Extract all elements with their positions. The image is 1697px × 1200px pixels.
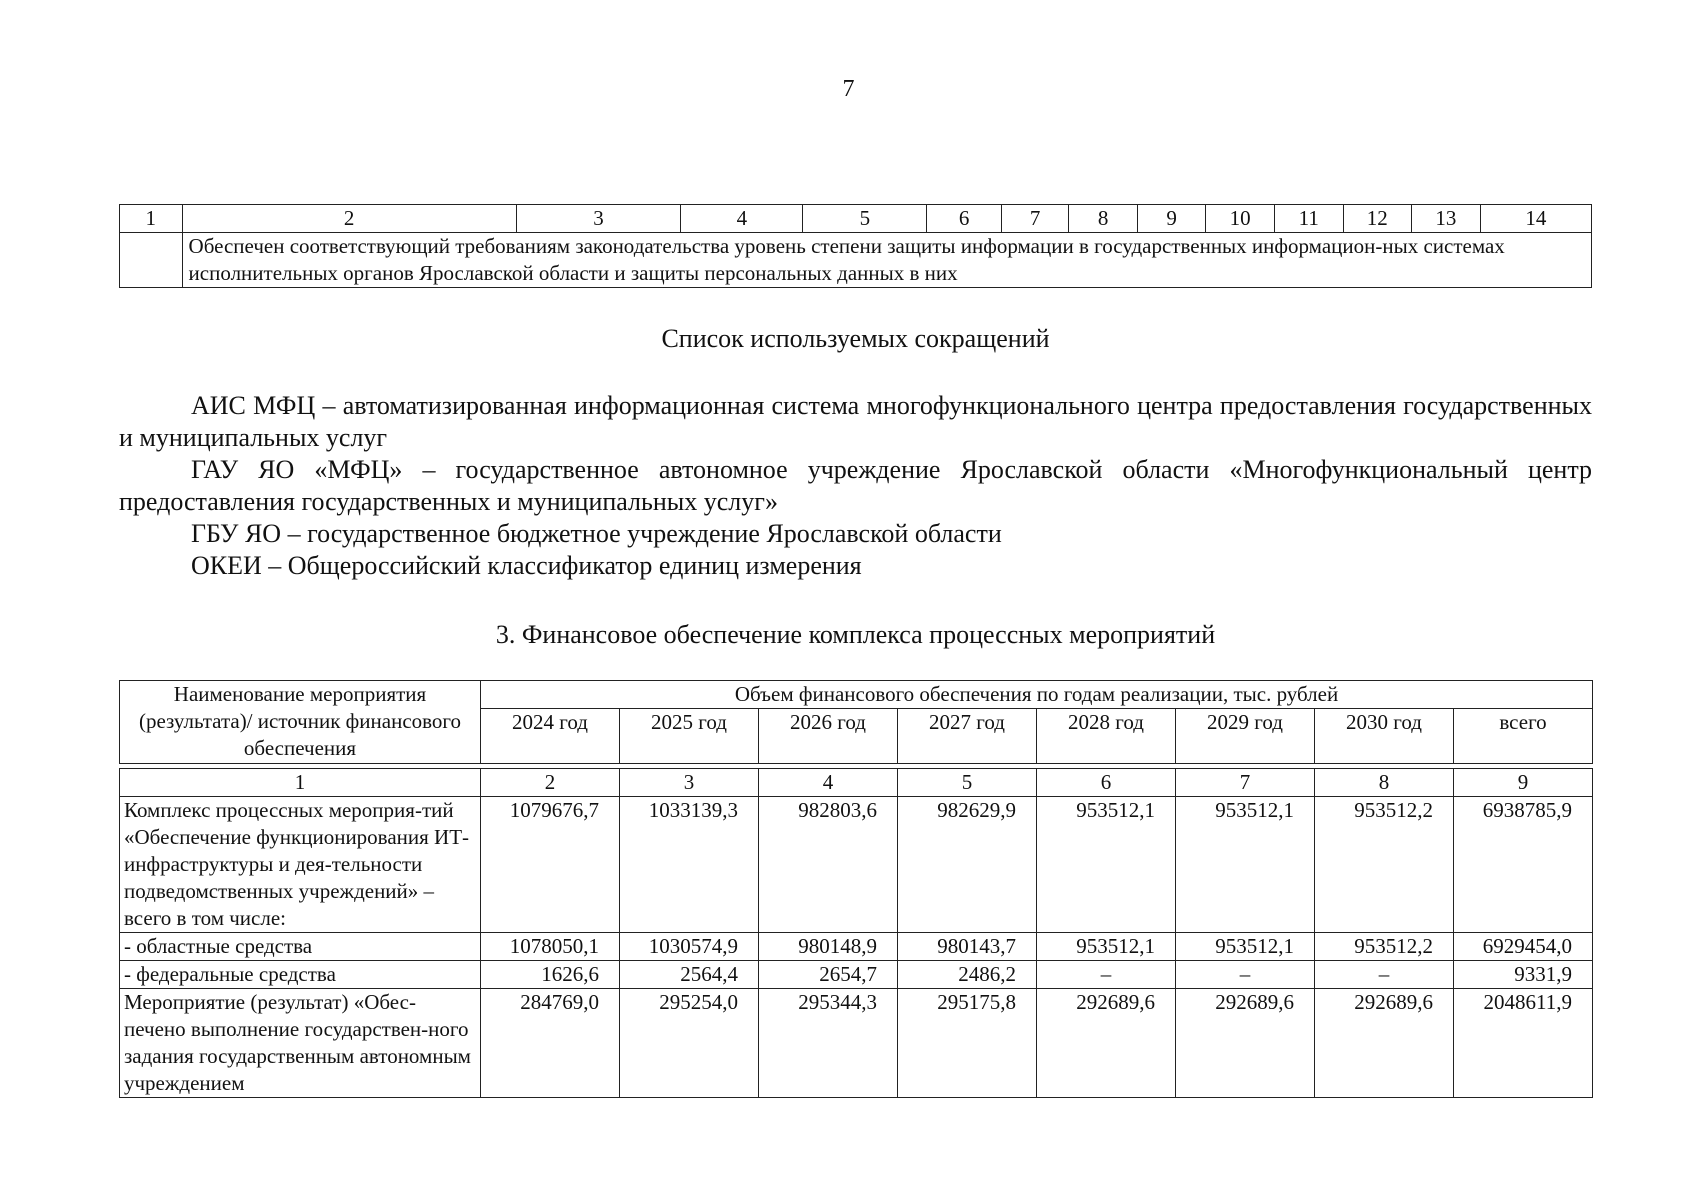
row-value: 1079676,7 [481,797,620,933]
row-name: - федеральные средства [120,961,481,989]
row-value: 2564,4 [620,961,759,989]
column-number: 1 [120,769,481,797]
row-value: 292689,6 [1037,989,1176,1098]
abbreviation-item: ГАУ ЯО «МФЦ» – государственное автономное учреждение Ярославской области «Многофункциональный центр предоставления государственных и муниципальных услуг» [119,455,1592,516]
row-value: – [1315,961,1454,989]
column-number-row [120,205,1592,233]
year-header: 2029 год [1176,709,1315,764]
header-row [120,681,1593,709]
column-number: 7 [1001,205,1069,233]
continuation-table [119,204,1592,288]
abbreviation-item: АИС МФЦ – автоматизированная информационная система многофункционального центра предоставления государственных и муниципальных услуг [119,391,1592,452]
row-value: – [1037,961,1176,989]
table-row [120,933,1593,961]
row-total: 6929454,0 [1454,933,1593,961]
column-number: 7 [1176,769,1315,797]
abbreviation-item: ОКЕИ – Общероссийский классификатор единиц измерения [191,551,862,580]
row-value: 953512,1 [1176,797,1315,933]
result-text: Обеспечен соответствующий требованиям законодательства уровень степени защиты информации в государственных информацион-ных системах исполнительных органов Ярославской области и защиты персональных данных в них [182,233,1591,288]
column-number: 5 [803,205,927,233]
abbreviation-item: ГБУ ЯО – государственное бюджетное учреждение Ярославской области [191,519,1002,548]
column-number: 4 [681,205,803,233]
year-header: 2028 год [1037,709,1176,764]
row-value: 1078050,1 [481,933,620,961]
column-number: 3 [620,769,759,797]
row-name: - областные средства [120,933,481,961]
column-number: 8 [1315,769,1454,797]
row-value: 953512,2 [1315,797,1454,933]
column-number: 6 [927,205,1001,233]
row-value: 980148,9 [759,933,898,961]
year-header: 2026 год [759,709,898,764]
column-number: 14 [1480,205,1591,233]
table-row [120,961,1593,989]
row-value: 295254,0 [620,989,759,1098]
row-name: Комплекс процессных мероприя-тий «Обеспечение функционирования ИТ-инфраструктуры и дея-тельности подведомственных учреждений» – всего в том числе: [120,797,481,933]
row-value: 953512,1 [1037,797,1176,933]
column-number: 10 [1206,205,1275,233]
column-number: 2 [182,205,516,233]
column-number: 8 [1069,205,1138,233]
row-value: 1626,6 [481,961,620,989]
abbreviations-list [119,390,1592,582]
column-number: 5 [898,769,1037,797]
row-value: 2486,2 [898,961,1037,989]
year-header: 2027 год [898,709,1037,764]
finance-table [119,680,1593,1098]
column-number: 2 [481,769,620,797]
row-value: – [1176,961,1315,989]
year-header: 2030 год [1315,709,1454,764]
row-value: 982629,9 [898,797,1037,933]
empty-cell [120,233,183,288]
row-value: 2654,7 [759,961,898,989]
table-row [120,989,1593,1098]
row-value: 292689,6 [1315,989,1454,1098]
row-value: 295344,3 [759,989,898,1098]
column-number: 1 [120,205,183,233]
header-name: Наименование мероприятия (результата)/ источник финансового обеспечения [120,681,481,764]
column-number: 13 [1412,205,1481,233]
year-header: 2024 год [481,709,620,764]
row-value: 284769,0 [481,989,620,1098]
column-number: 6 [1037,769,1176,797]
total-header: всего [1454,709,1593,764]
column-number-row [120,769,1593,797]
page-number: 7 [842,76,855,102]
row-value: 953512,1 [1037,933,1176,961]
table-row [120,797,1593,933]
row-value: 295175,8 [898,989,1037,1098]
result-row [120,233,1592,288]
row-total: 2048611,9 [1454,989,1593,1098]
column-number: 3 [516,205,681,233]
year-header: 2025 год [620,709,759,764]
row-value: 1030574,9 [620,933,759,961]
row-value: 953512,1 [1176,933,1315,961]
row-value: 982803,6 [759,797,898,933]
header-volume: Объем финансового обеспечения по годам реализации, тыс. рублей [481,681,1593,709]
column-number: 9 [1137,205,1206,233]
row-total: 6938785,9 [1454,797,1593,933]
row-value: 292689,6 [1176,989,1315,1098]
row-value: 953512,2 [1315,933,1454,961]
row-name: Мероприятие (результат) «Обес-печено выполнение государствен-ного задания государственным автономным учреждением [120,989,481,1098]
abbreviations-heading: Список используемых сокращений [661,324,1050,353]
column-number: 4 [759,769,898,797]
column-number: 9 [1454,769,1593,797]
finance-heading: 3. Финансовое обеспечение комплекса процессных мероприятий [495,620,1216,649]
row-value: 1033139,3 [620,797,759,933]
column-number: 11 [1274,205,1343,233]
column-number: 12 [1343,205,1412,233]
row-total: 9331,9 [1454,961,1593,989]
row-value: 980143,7 [898,933,1037,961]
